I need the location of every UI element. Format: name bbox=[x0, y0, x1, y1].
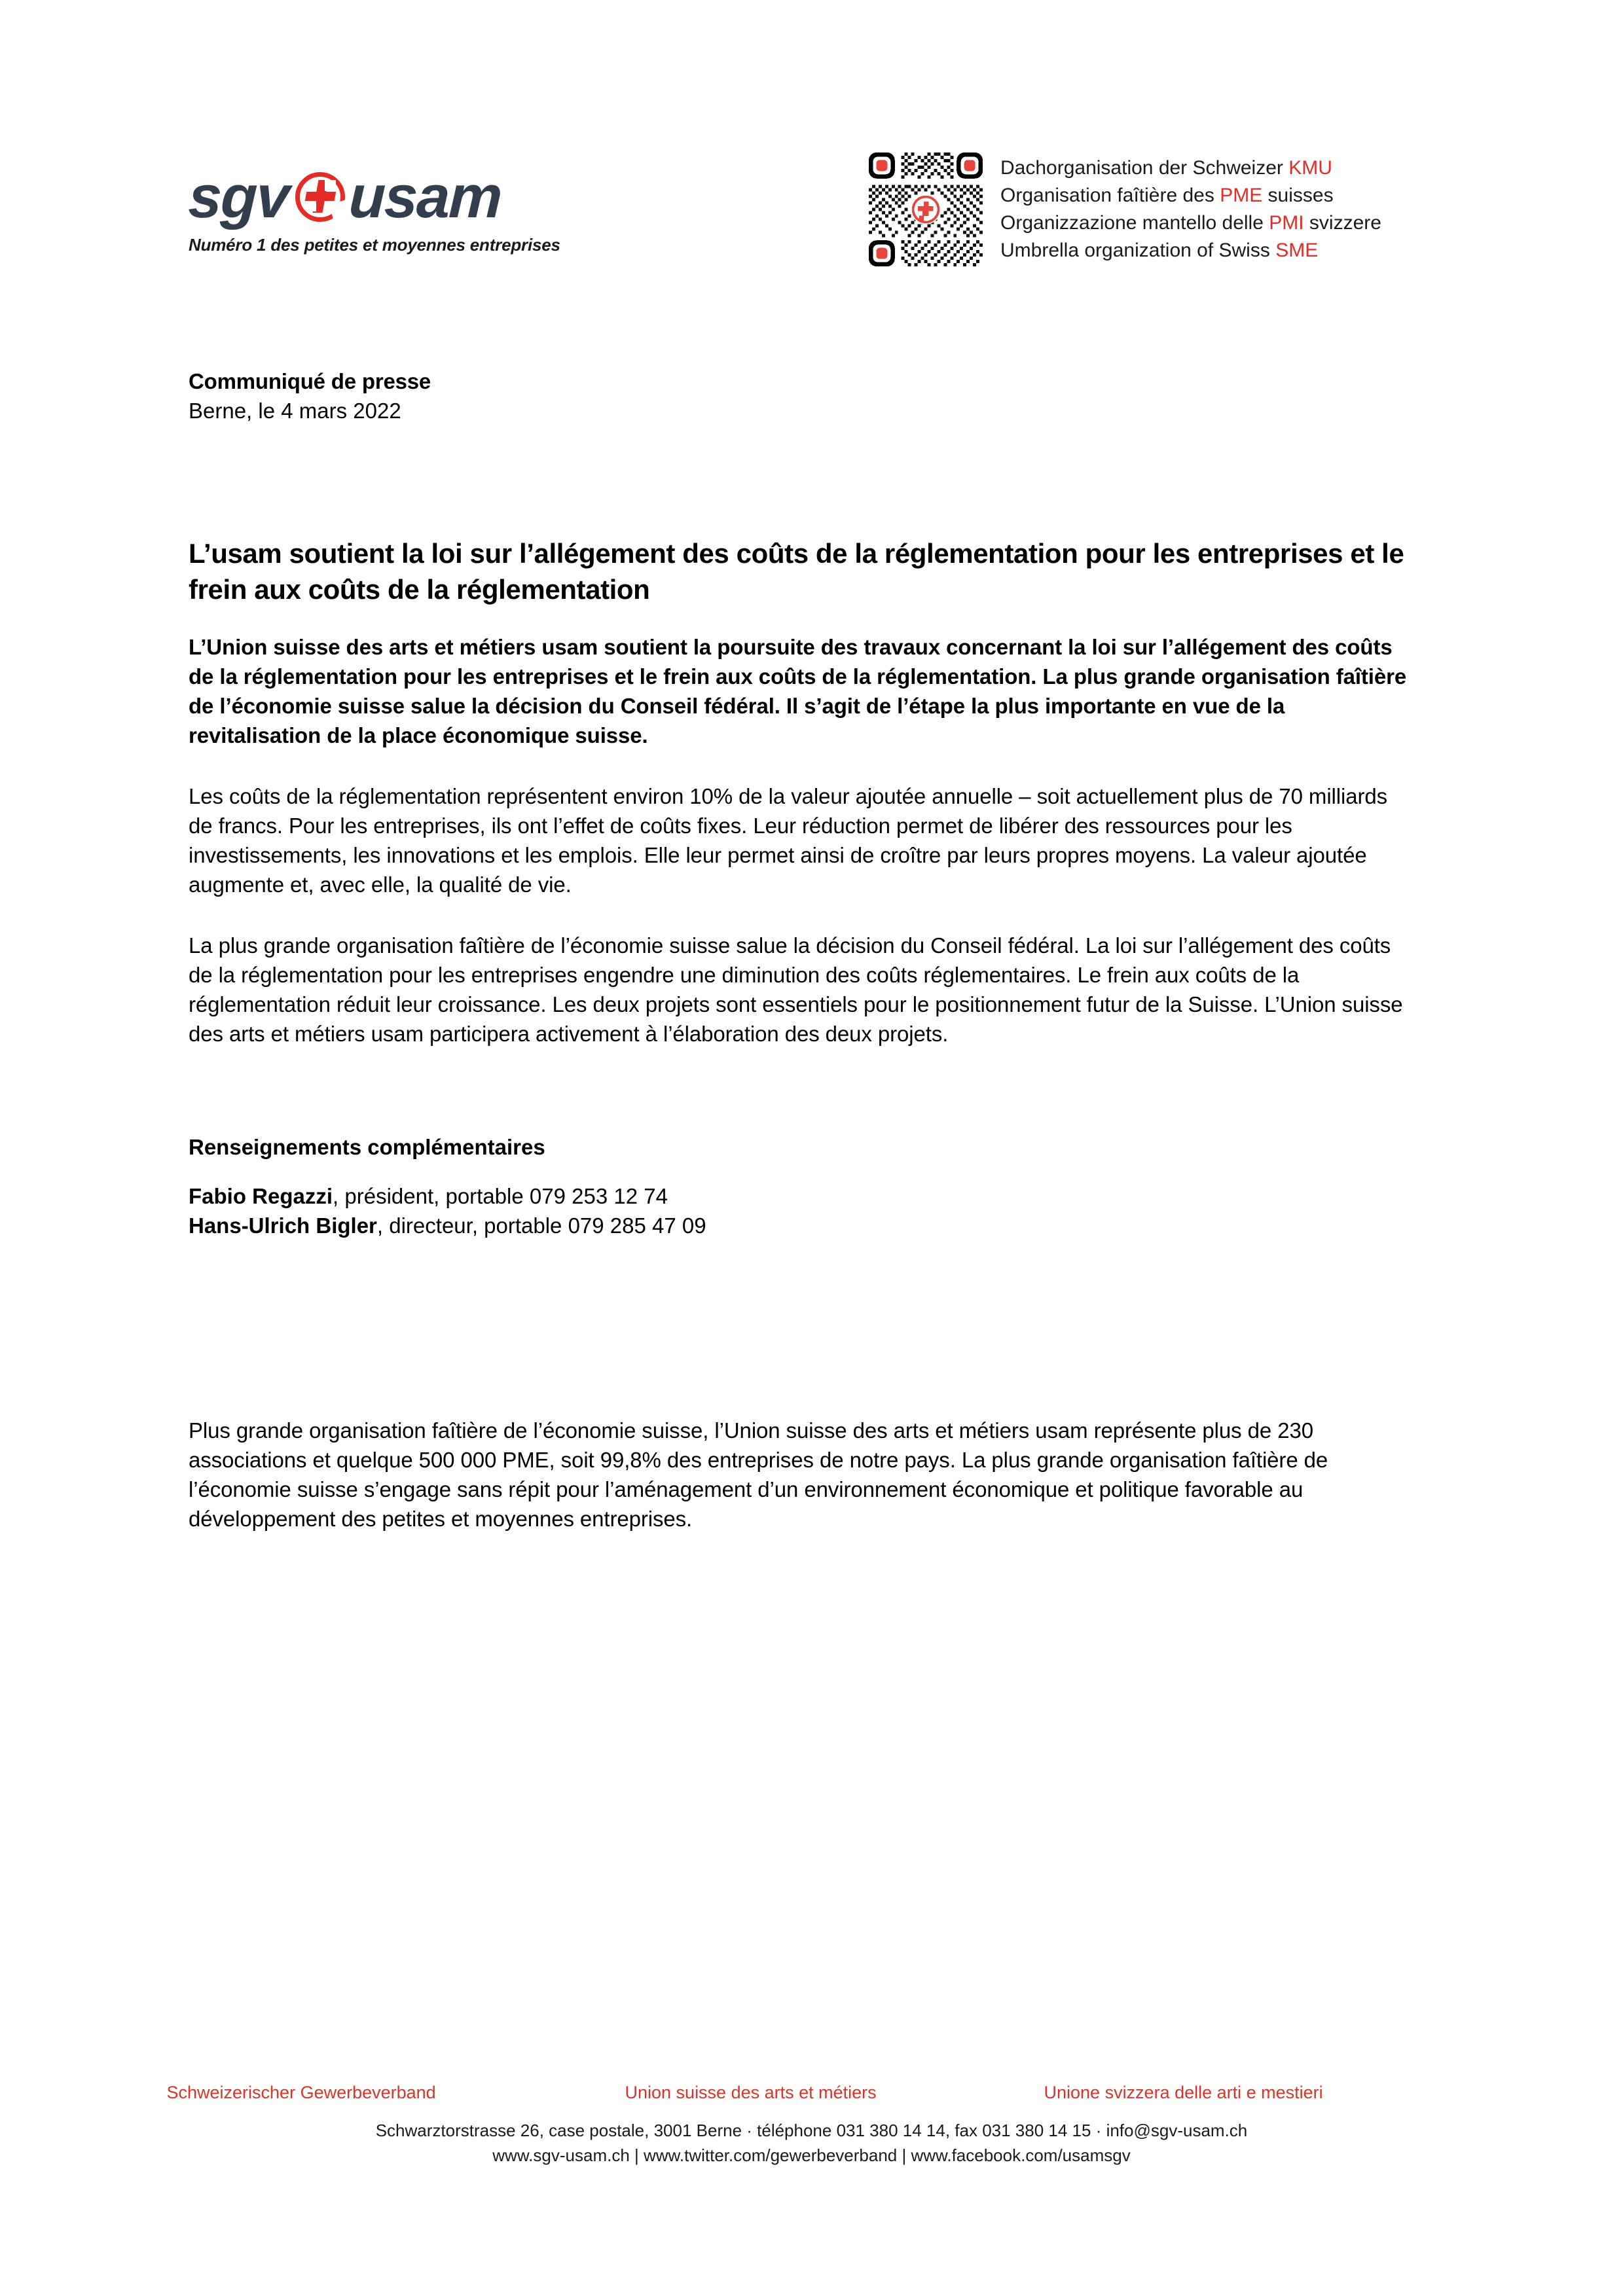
body-paragraph-2: La plus grande organisation faîtière de l’économie suisse salue la décision du Conseil fédéral. La loi sur l’allégement des coûts de la réglementation pour les entreprises engendre une diminution des coûts réglementaires. Le frein aux coûts de la réglementation réduit leur croissance. Les deux projets sont essentiels pour le positionnement futur de la Suisse. L’Union suisse des arts et métiers usam participera activement à l’élaboration des deux projets. bbox=[189, 933, 1403, 1046]
footer-name-it: Unione svizzera delle arti e mestieri bbox=[1044, 2083, 1323, 2102]
claims-list bbox=[1000, 149, 1381, 264]
document-footer bbox=[0, 2081, 1623, 2168]
swiss-cross-circle-logo-icon bbox=[295, 172, 345, 222]
contact-person-1 bbox=[189, 1181, 1432, 1211]
sgv-usam-logo bbox=[189, 166, 647, 255]
contact-heading: Renseignements complémentaires bbox=[189, 1135, 545, 1159]
claim-fr: Organisation faîtière des PME suisses bbox=[1000, 185, 1334, 206]
logo-wordmark bbox=[189, 166, 647, 228]
footer-links[interactable]: www.sgv-usam.ch | www.twitter.com/gewerbeverband | www.facebook.com/usamsgv bbox=[492, 2145, 1131, 2165]
footer-name-de: Schweizerischer Gewerbeverband bbox=[166, 2083, 436, 2102]
document-type-label: Communiqué de presse bbox=[189, 369, 431, 393]
claim-it: Organizzazione mantello delle PMI svizzere bbox=[1000, 212, 1381, 234]
body-paragraph-1: Les coûts de la réglementation représentent environ 10% de la valeur ajoutée annuelle – soit actuellement plus de 70 milliards de francs. Pour les entreprises, ils ont l’effet de coûts fixes. Leur réduction permet de libérer des ressources pour les investissements, les innovations et les emplois. Elle leur permet ainsi de croître par leurs propres moyens. La valeur ajoutée augmente et, avec elle, la qualité de vie. bbox=[189, 784, 1388, 897]
lead-paragraph: L’Union suisse des arts et métiers usam soutient la poursuite des travaux concernant la loi sur l’allégement des coûts de la réglementation pour les entreprises et le frein aux coûts de la réglementation. La plus grande organisation faîtière de l’économie suisse salue la décision du Conseil fédéral. Il s’agit de l’étape la plus importante en vue de la revitalisation de la place économique suisse. bbox=[189, 635, 1407, 747]
qr-and-claims bbox=[866, 149, 1381, 270]
contact-person-1-role: , président, portable 079 253 12 74 bbox=[333, 1184, 668, 1208]
logo-tagline: Numéro 1 des petites et moyennes entreprises bbox=[189, 235, 560, 255]
footer-organization-names bbox=[0, 2081, 1623, 2104]
logo-wordmark-usam: usam bbox=[347, 164, 502, 230]
document-body bbox=[189, 367, 1432, 1534]
footer-name-fr: Union suisse des arts et métiers bbox=[625, 2083, 877, 2102]
page-title: L’usam soutient la loi sur l’allégement des coûts de la réglementation pour les entreprises et le frein aux coûts de la réglementation bbox=[189, 538, 1404, 605]
footer-address: Schwarztorstrasse 26, case postale, 3001 Berne · téléphone 031 380 14 14, fax 031 380 14 15 · info@sgv-usam.ch bbox=[375, 2121, 1248, 2140]
logo-wordmark-sgv: sgv bbox=[187, 164, 290, 230]
contact-person-2-name: Hans-Ulrich Bigler bbox=[189, 1213, 377, 1238]
boilerplate-paragraph: Plus grande organisation faîtière de l’économie suisse, l’Union suisse des arts et métiers usam représente plus de 230 associations et quelque 500 000 PME, soit 99,8% des entreprises de notre pays. La plus grande organisation faîtière de l’économie suisse s’engage sans répit pour l’aménagement d’un environnement économique et politique favorable au développement des petites et moyennes entreprises. bbox=[189, 1418, 1328, 1531]
dateline: Berne, le 4 mars 2022 bbox=[189, 399, 401, 423]
claim-de: Dachorganisation der Schweizer KMU bbox=[1000, 157, 1332, 179]
qr-code bbox=[866, 149, 986, 270]
claim-en: Umbrella organization of Swiss SME bbox=[1000, 240, 1319, 261]
contact-person-2-role: , directeur, portable 079 285 47 09 bbox=[376, 1213, 706, 1238]
contact-person-1-name: Fabio Regazzi bbox=[189, 1184, 333, 1208]
contact-person-2 bbox=[189, 1211, 1432, 1240]
document-header bbox=[0, 149, 1623, 280]
